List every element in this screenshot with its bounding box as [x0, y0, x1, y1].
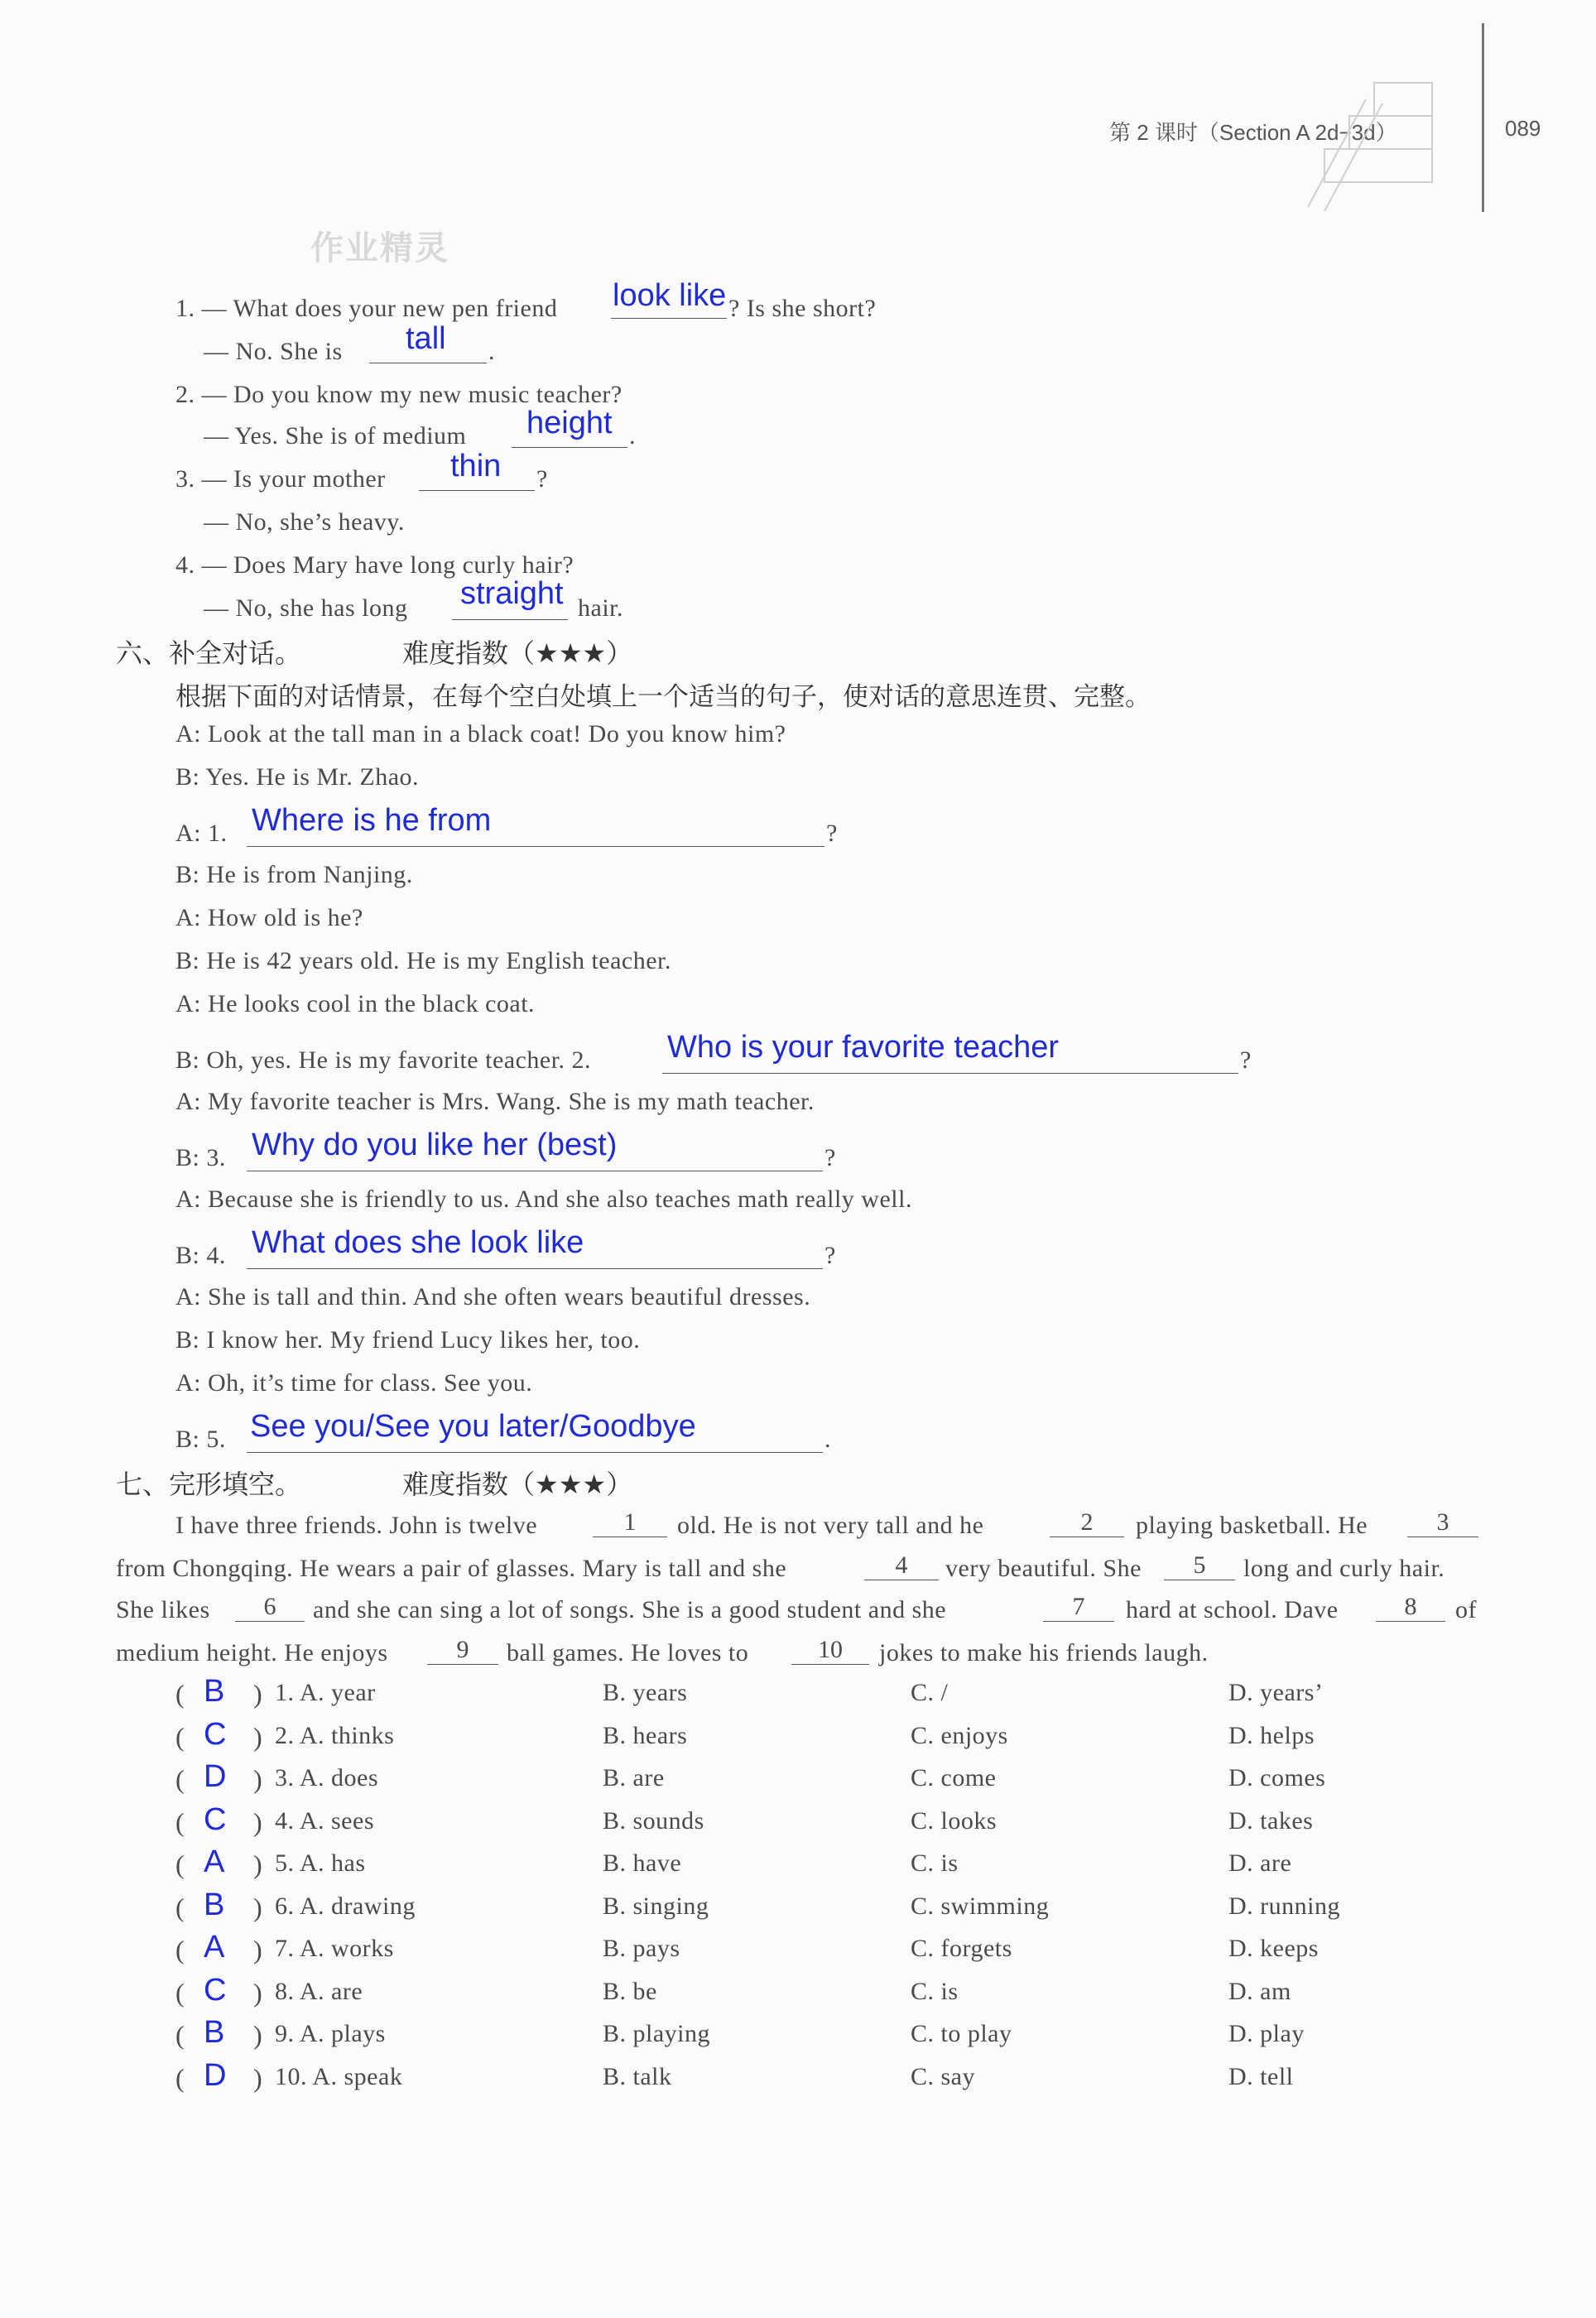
dialog-line-1: A: Look at the tall man in a black coat! Do you know him? — [175, 720, 786, 748]
option-a: 2. A. thinks — [275, 1722, 395, 1749]
option-b: B. years — [603, 1679, 688, 1706]
cloze-answer: A — [204, 1844, 225, 1879]
page-number: 089 — [1505, 116, 1541, 141]
cloze-answer: D — [204, 2058, 227, 2093]
dialog-line-10-end: ? — [824, 1144, 836, 1171]
cloze-answer: B — [204, 1674, 225, 1709]
passage-text: medium height. He enjoys — [116, 1639, 388, 1666]
part7-title: 七、完形填空。 — [116, 1469, 302, 1500]
dialog-line-7: A: He looks cool in the black coat. — [175, 990, 536, 1017]
close-paren: ) — [253, 1807, 263, 1837]
passage-blank: 5 — [1164, 1551, 1235, 1580]
close-paren: ) — [253, 2063, 263, 2093]
p5-item2-question: 2. — Do you know my new music teacher? — [175, 381, 623, 408]
option-c: C. / — [911, 1679, 949, 1706]
option-b: B. talk — [603, 2063, 672, 2090]
option-d: D. are — [1228, 1849, 1292, 1877]
option-c: C. is — [911, 1978, 959, 2005]
passage-blank: 1 — [593, 1508, 667, 1537]
dialog-line-11: A: Because she is friendly to us. And she also teaches math really well. — [175, 1185, 912, 1213]
option-b: B. be — [603, 1978, 657, 2005]
p5-item1-reply: — No. She is — [204, 338, 343, 365]
dialog-line-4: B: He is from Nanjing. — [175, 861, 413, 888]
p5-item1-question: 1. — What does your new pen friend — [175, 295, 558, 322]
option-a: 3. A. does — [275, 1764, 378, 1791]
close-paren: ) — [253, 1892, 263, 1922]
passage-blank: 2 — [1050, 1508, 1124, 1537]
passage-text: very beautiful. She — [945, 1555, 1142, 1582]
dialog-line-13: A: She is tall and thin. And she often wears beautiful dresses. — [175, 1283, 811, 1310]
close-paren: ) — [253, 1935, 263, 1965]
dialog-line-16-end: . — [824, 1426, 831, 1453]
option-c: C. come — [911, 1764, 997, 1791]
dialog-answer-2: Who is your favorite teacher — [667, 1030, 1060, 1065]
passage-text: She likes — [116, 1596, 210, 1623]
dialog-line-3-end: ? — [826, 820, 838, 847]
option-b: B. have — [603, 1849, 682, 1877]
option-a: 8. A. are — [275, 1978, 363, 2005]
option-d: D. tell — [1228, 2063, 1294, 2090]
option-d: D. years’ — [1228, 1679, 1324, 1706]
open-paren: ( — [175, 1679, 185, 1709]
cloze-answer: A — [204, 1930, 225, 1965]
close-paren: ) — [253, 1679, 263, 1709]
p5-item4-answer: straight — [460, 576, 564, 611]
option-b: B. are — [603, 1764, 665, 1791]
p5-item3-answer: thin — [450, 449, 502, 483]
option-a: 9. A. plays — [275, 2020, 386, 2047]
dialog-line-2: B: Yes. He is Mr. Zhao. — [175, 763, 420, 791]
passage-text: old. He is not very tall and he — [677, 1512, 984, 1539]
passage-blank: 9 — [427, 1636, 498, 1665]
dialog-line-15: A: Oh, it’s time for class. See you. — [175, 1369, 533, 1397]
passage-blank: 10 — [791, 1636, 869, 1665]
option-d: D. am — [1228, 1978, 1291, 2005]
passage-blank: 8 — [1376, 1593, 1445, 1622]
close-paren: ) — [253, 1849, 263, 1879]
dialog-answer-4: What does she look like — [252, 1225, 584, 1260]
dialog-line-16: B: 5. — [175, 1426, 226, 1453]
dialog-line-12-end: ? — [824, 1242, 836, 1269]
option-a: 5. A. has — [275, 1849, 366, 1877]
option-b: B. playing — [603, 2020, 710, 2047]
p5-item4-reply: — No, she has long — [204, 594, 408, 622]
open-paren: ( — [175, 1807, 185, 1837]
dialog-line-12: B: 4. — [175, 1242, 226, 1269]
p5-item3-question: 3. — Is your mother — [175, 465, 386, 493]
passage-text: from Chongqing. He wears a pair of glasses. Mary is tall and she — [116, 1555, 787, 1582]
open-paren: ( — [175, 1722, 185, 1752]
passage-text: playing basketball. He — [1136, 1512, 1368, 1539]
part6-instruction: 根据下面的对话情景，在每个空白处填上一个适当的句子，使对话的意思连贯、完整。 — [175, 682, 1151, 712]
open-paren: ( — [175, 1849, 185, 1879]
open-paren: ( — [175, 1892, 185, 1922]
passage-blank: 6 — [235, 1593, 305, 1622]
p5-item4-question: 4. — Does Mary have long curly hair? — [175, 551, 574, 579]
dialog-line-9: A: My favorite teacher is Mrs. Wang. She is my math teacher. — [175, 1088, 815, 1115]
close-paren: ) — [253, 1978, 263, 2008]
option-c: C. looks — [911, 1807, 997, 1835]
option-c: C. to play — [911, 2020, 1012, 2047]
header-divider — [1482, 23, 1484, 212]
open-paren: ( — [175, 2020, 185, 2050]
p5-item2-reply: — Yes. She is of medium — [204, 422, 467, 450]
part6-title: 六、补全对话。 — [116, 637, 302, 669]
option-b: B. pays — [603, 1935, 680, 1962]
dialog-answer-3: Why do you like her (best) — [252, 1128, 618, 1162]
part7-difficulty: 难度指数（★★★） — [402, 1469, 633, 1500]
passage-blank: 3 — [1407, 1508, 1478, 1537]
dialog-line-3: A: 1. — [175, 820, 228, 847]
dialog-answer-5: See you/See you later/Goodbye — [250, 1409, 696, 1444]
option-d: D. takes — [1228, 1807, 1314, 1835]
p5-item2-reply-end: . — [629, 422, 636, 450]
dialog-line-6: B: He is 42 years old. He is my English teacher. — [175, 947, 671, 974]
option-d: D. helps — [1228, 1722, 1315, 1749]
option-a: 1. A. year — [275, 1679, 376, 1706]
option-c: C. swimming — [911, 1892, 1050, 1920]
passage-text: of — [1455, 1596, 1477, 1623]
option-a: 7. A. works — [275, 1935, 394, 1962]
passage-text: and she can sing a lot of songs. She is a good student and she — [313, 1596, 947, 1623]
passage-text: ball games. He loves to — [507, 1639, 749, 1666]
dialog-line-14: B: I know her. My friend Lucy likes her, too. — [175, 1326, 641, 1354]
cloze-answer: B — [204, 2015, 225, 2050]
open-paren: ( — [175, 1978, 185, 2008]
open-paren: ( — [175, 2063, 185, 2093]
open-paren: ( — [175, 1935, 185, 1965]
option-d: D. comes — [1228, 1764, 1326, 1791]
option-d: D. play — [1228, 2020, 1305, 2047]
dialog-line-8-end: ? — [1240, 1046, 1252, 1074]
option-b: B. hears — [603, 1722, 688, 1749]
part6-difficulty: 难度指数（★★★） — [402, 637, 633, 669]
option-d: D. keeps — [1228, 1935, 1319, 1962]
lesson-header: 第 2 课时（Section A 2d−3d） — [1109, 120, 1397, 145]
option-c: C. enjoys — [911, 1722, 1008, 1749]
close-paren: ) — [253, 1722, 263, 1752]
option-b: B. singing — [603, 1892, 709, 1920]
dialog-line-10: B: 3. — [175, 1144, 226, 1171]
dialog-answer-1: Where is he from — [252, 803, 492, 838]
option-b: B. sounds — [603, 1807, 704, 1835]
p5-item2-answer: height — [526, 406, 613, 440]
option-a: 6. A. drawing — [275, 1892, 416, 1920]
p5-item1-reply-end: . — [488, 338, 495, 365]
p5-item3-question-end: ? — [536, 465, 548, 493]
passage-text: jokes to make his friends laugh. — [879, 1639, 1209, 1666]
dialog-line-5: A: How old is he? — [175, 904, 363, 931]
cloze-answer: B — [204, 1888, 225, 1922]
p5-item4-reply-end: hair. — [578, 594, 623, 622]
passage-text: I have three friends. John is twelve — [175, 1512, 538, 1539]
p5-item1-question-end: ? Is she short? — [728, 295, 877, 322]
p5-item3-reply: — No, she’s heavy. — [204, 508, 405, 536]
p5-item1-answer: look like — [613, 278, 727, 313]
watermark-logo: 作业精灵 — [310, 229, 449, 267]
passage-text: long and curly hair. — [1243, 1555, 1445, 1582]
passage-text: hard at school. Dave — [1126, 1596, 1339, 1623]
passage-blank: 7 — [1043, 1593, 1114, 1622]
option-d: D. running — [1228, 1892, 1340, 1920]
option-c: C. is — [911, 1849, 959, 1877]
open-paren: ( — [175, 1764, 185, 1794]
cloze-answer: C — [204, 1717, 227, 1752]
cloze-answer: C — [204, 1973, 227, 2008]
option-c: C. say — [911, 2063, 975, 2090]
cloze-answer: C — [204, 1802, 227, 1837]
cloze-answer: D — [204, 1759, 227, 1794]
dialog-line-8: B: Oh, yes. He is my favorite teacher. 2. — [175, 1046, 592, 1074]
p5-item1-reply-answer: tall — [406, 321, 446, 356]
passage-blank: 4 — [864, 1551, 939, 1580]
close-paren: ) — [253, 1764, 263, 1794]
close-paren: ) — [253, 2020, 263, 2050]
option-a: 10. A. speak — [275, 2063, 403, 2090]
option-a: 4. A. sees — [275, 1807, 374, 1835]
option-c: C. forgets — [911, 1935, 1012, 1962]
stairs-illustration — [1275, 58, 1457, 224]
